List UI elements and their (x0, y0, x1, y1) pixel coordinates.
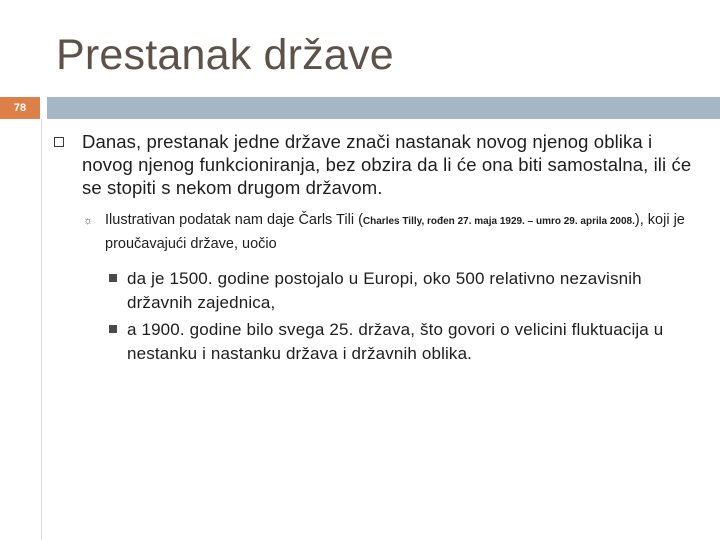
bullet-point-1-text: Danas, prestanak jedne države znači nastanak novog njenog oblika i novog njenog funkcioniranja, bez obzira da li će ona biti samostalna, ili će se stopiti s nekom drugom državom. (82, 131, 692, 198)
bullet-point-2-text-b: Charles Tilly, rođen 27. maja 1929. – umro 29. aprila 2008. (362, 216, 635, 227)
bullet-point-2-text-c: ), koji je proučavajući države, uočio (105, 212, 685, 252)
sub-bullet-2 (52, 318, 692, 365)
bullet-point-1 (52, 130, 692, 199)
slide-title: Prestanak države (56, 31, 394, 79)
bullet-point-2-text-a: Ilustrativan podatak nam daje Čarls Tili ( (105, 212, 363, 228)
sub-bullet-1 (52, 267, 692, 314)
slide-content (52, 130, 692, 365)
page-number: 78 (13, 102, 27, 114)
header-bar (47, 97, 720, 119)
left-divider (41, 119, 42, 540)
sun-bullet-icon: ☼ (83, 215, 94, 227)
sub-bullet-2-text: a 1900. godine bilo svega 25. država, što govori o velicini fluktuacija u nestanku i nastanku država i državnih oblika. (127, 320, 664, 363)
sub-bullet-1-text: da je 1500. godine postojalo u Europi, oko 500 relativno nezavisnih državnih zajednica, (127, 269, 642, 312)
hollow-square-bullet-icon (54, 137, 64, 147)
filled-square-bullet-icon (109, 325, 117, 333)
page-number-badge (0, 97, 40, 119)
filled-square-bullet-icon (109, 274, 117, 282)
bullet-point-2 (52, 209, 692, 255)
